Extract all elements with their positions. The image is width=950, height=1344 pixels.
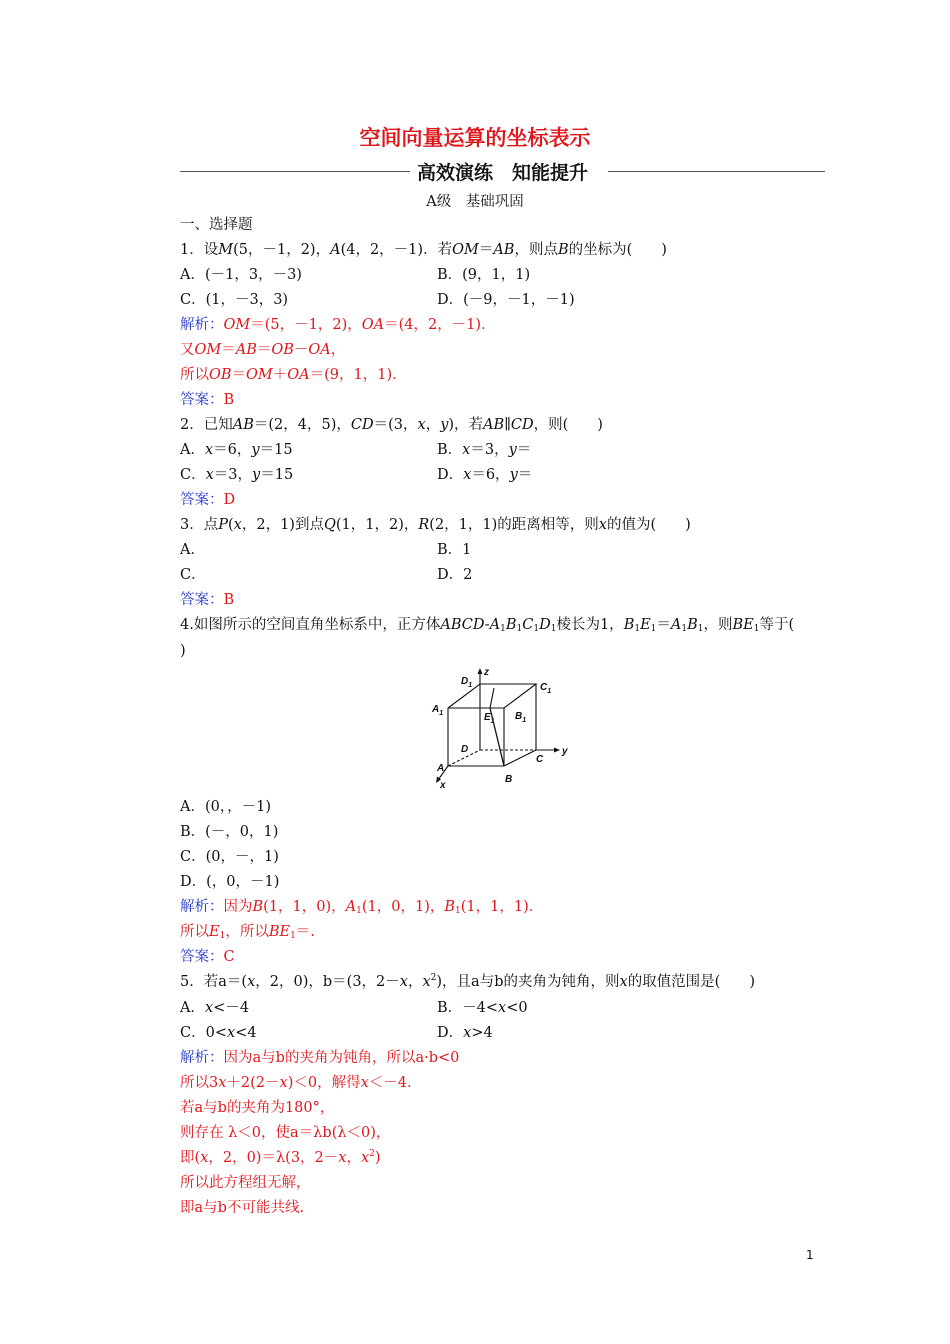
q5-solution-line5: 即(x，2，0)＝λ(3，2－x，$x^2$) [180,1149,381,1166]
label-c: C [536,754,544,765]
q5-stem: 5．若a＝(x，2，0)，b＝(3，2－x，$x^2$)，且a与b的夹角为钝角，则x的取值范围是( ) [180,973,756,990]
label-d1: $D_1$ [461,676,473,689]
label-c1: $C_1$ [540,682,552,695]
q3-option-a: A． [180,542,205,558]
section-heading: 一、选择题 [180,217,253,233]
level-heading: A级 基础巩固 [426,194,524,210]
q5-option-d: D．x>4 [437,1025,493,1041]
q2-option-b: B．x＝3，y＝ [437,442,532,458]
q1-solution-line1: 解析：OM＝(5，－1，2)，OA＝(4，2，－1)． [180,317,496,333]
banner-text: 高效演练 知能提升 [416,162,588,184]
q4-option-a: A．(0，，－1) [180,799,271,815]
q1-option-a: A．(－1，3，－3) [180,267,302,283]
label-d: D [461,744,469,755]
q1-option-c: C．(1，－3，3) [180,292,289,308]
q2-answer: 答案：D [180,492,236,508]
q4-option-c: C．(0，－，1) [180,849,279,865]
label-a: A [437,763,445,774]
q3-option-d: D．2 [437,567,473,583]
q5-option-c: C．0<x<4 [180,1025,257,1041]
label-b: B [505,774,513,785]
q4-solution-line2: 所以$E_1$，所以$BE_1=$. [180,924,315,941]
q1-option-d: D．(－9，－1，－1) [437,292,575,308]
q5-solution-line6: 所以此方程组无解， [180,1175,311,1191]
q3-option-b: B．1 [437,542,472,558]
cube-edge [504,750,536,766]
label-a1: $A_1$ [432,704,444,717]
label-e1: $E_1$ [484,712,495,725]
cube-coordinate-figure [428,664,578,792]
page-title: 空间向量运算的坐标表示 [359,126,591,150]
page-number: 1 [806,1248,814,1262]
label-y: y [562,746,568,757]
q3-answer: 答案：B [180,592,235,608]
q2-option-d: D．x＝6，y＝ [437,467,533,483]
q2-stem: 2．已知AB＝(2，4，5)，CD＝(3，x，y)，若AB∥CD，则( ) [180,417,603,433]
q1-solution-line3: 所以OB＝OM＋OA＝(9，1，1)． [180,367,407,383]
q5-option-a: A．x<－4 [180,1000,250,1016]
z-axis-arrow [478,668,483,674]
q3-option-c: C． [180,567,206,583]
q4-stem: 4.如图所示的空间直角坐标系中，正方体ABCD-$A_1B_1C_1D_1$棱长为1，$B_1E_1=A_1B_1$，则$BE_1$等于( [180,617,795,634]
q4-answer: 答案：C [180,949,235,965]
q4-stem-cont: ) [180,643,186,659]
label-x: x [440,780,446,791]
q4-solution-line1: 解析：因为B(1，1，0)，$A_1(1$，0，1)，$B_1(1$，1，1)． [180,899,544,916]
q5-solution-line7: 即a与b不可能共线. [180,1200,305,1216]
q4-option-b: B．(－，0，1) [180,824,279,840]
q5-solution-line4: 则存在 λ＜0，使a＝λb(λ＜0)， [180,1125,391,1141]
q1-option-b: B．(9，1，1) [437,267,531,283]
q2-option-c: C．x＝3，y＝15 [180,467,294,483]
q1-stem: 1．设M(5，－1，2)，A(4，2，－1)．若OM＝AB，则点B的坐标为( ) [180,242,667,258]
q1-answer: 答案：B [180,392,235,408]
q4-option-d: D．(，0，－1) [180,874,280,890]
q3-stem: 3．点P(x，2，1)到点Q(1，1，2)，R(2，1，1)的距离相等，则x的值为( ) [180,517,691,533]
q5-solution-line2: 所以3x＋2(2－x)＜0，解得x＜－4. [180,1075,412,1091]
q5-option-b: B．－4<x<0 [437,1000,528,1016]
y-axis-arrow [554,748,560,753]
be1-segment-top [490,688,494,708]
q2-option-a: A．x＝6，y＝15 [180,442,293,458]
section-banner [180,158,825,184]
q1-solution-line2: 又OM＝AB＝OB－OA， [180,342,346,358]
label-b1: $B_1$ [515,711,527,724]
label-z: z [484,667,489,678]
q5-solution-line3: 若a与b的夹角为180°， [180,1100,335,1116]
q5-solution-line1: 解析：因为a与b的夹角为钝角，所以a·b<0 [180,1050,460,1066]
be1-segment [490,708,504,766]
